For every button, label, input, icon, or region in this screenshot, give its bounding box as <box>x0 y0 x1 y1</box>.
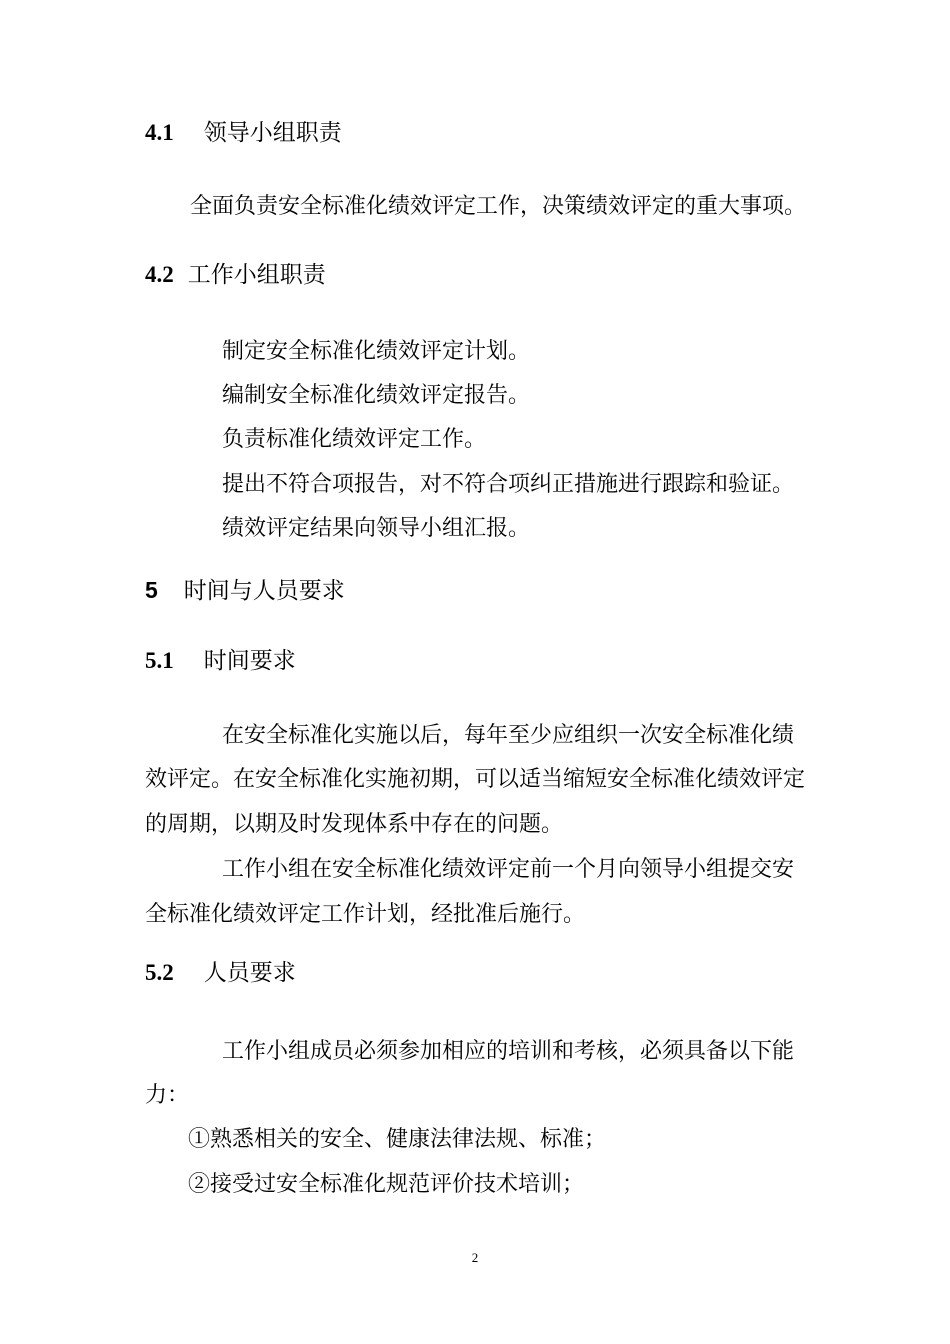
paragraph-line: 效评定。在安全标准化实施初期，可以适当缩短安全标准化绩效评定 <box>145 767 806 792</box>
section-title: 领导小组职责 <box>203 120 342 146</box>
paragraph-line: 工作小组成员必须参加相应的培训和考核，必须具备以下能 <box>222 1039 795 1064</box>
section-5-1-heading <box>145 646 296 677</box>
section-title: 时间要求 <box>203 648 296 674</box>
section-title: 时间与人员要求 <box>183 578 345 604</box>
paragraph-line: 力： <box>145 1083 190 1108</box>
paragraph-line: 全标准化绩效评定工作计划，经批准后施行。 <box>145 902 586 927</box>
section-number: 5 <box>145 577 158 603</box>
section-title: 工作小组职责 <box>187 262 326 288</box>
section-5-2-heading <box>145 958 296 989</box>
section-4-2-heading <box>145 260 326 291</box>
paragraph-line: 工作小组在安全标准化绩效评定前一个月向领导小组提交安 <box>222 857 795 882</box>
section-number: 4.2 <box>145 262 174 287</box>
list-item: ②接受过安全标准化规范评价技术培训； <box>188 1172 585 1197</box>
section-5-heading <box>145 575 345 607</box>
list-item: 提出不符合项报告，对不符合项纠正措施进行跟踪和验证。 <box>222 472 795 497</box>
list-item: ①熟悉相关的安全、健康法律法规、标准； <box>188 1127 607 1152</box>
list-item: 负责标准化绩效评定工作。 <box>222 427 487 452</box>
list-item: 绩效评定结果向领导小组汇报。 <box>222 516 531 541</box>
page-number: 2 <box>471 1250 479 1265</box>
paragraph-line: 在安全标准化实施以后，每年至少应组织一次安全标准化绩 <box>222 723 795 748</box>
list-item: 编制安全标准化绩效评定报告。 <box>222 383 531 408</box>
section-number: 5.2 <box>145 960 174 985</box>
section-number: 4.1 <box>145 120 174 145</box>
section-number: 5.1 <box>145 648 174 673</box>
section-4-1-body: 全面负责安全标准化绩效评定工作，决策绩效评定的重大事项。 <box>190 194 807 219</box>
paragraph-line: 的周期，以期及时发现体系中存在的问题。 <box>145 812 564 837</box>
section-title: 人员要求 <box>203 960 296 986</box>
list-item: 制定安全标准化绩效评定计划。 <box>222 339 531 364</box>
section-4-1-heading <box>145 118 342 149</box>
